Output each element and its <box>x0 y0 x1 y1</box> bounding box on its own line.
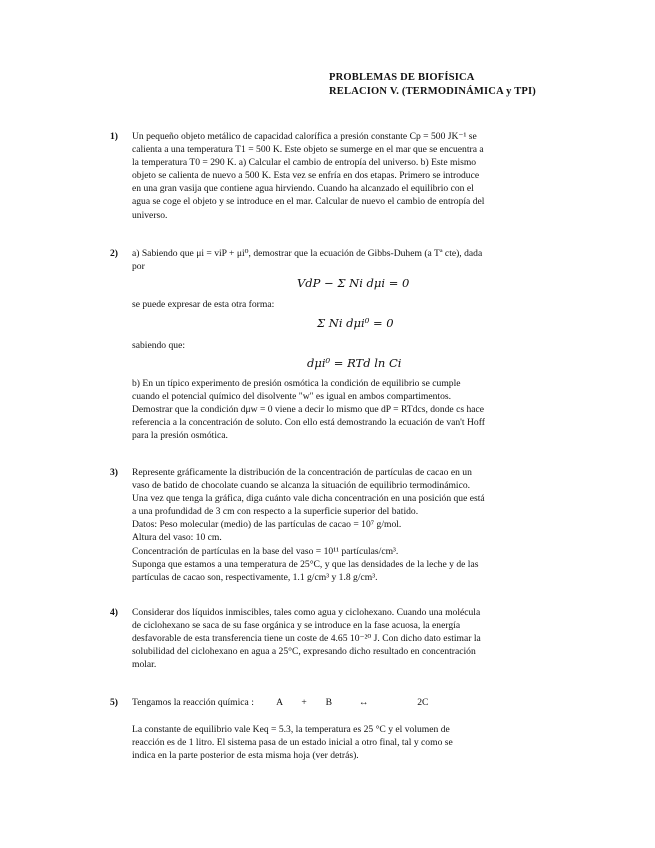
problem-line: cuando el potencial químico del disolvente "w" es igual en ambos compartimentos. <box>132 391 452 403</box>
reaction-label: Tengamos la reacción química : <box>132 697 254 708</box>
product-c: 2C <box>417 697 429 708</box>
problem-line: Represente gráficamente la distribución de la concentración de partículas de cacao en un <box>132 467 472 478</box>
reactant-a: A <box>276 697 283 708</box>
problem-1 <box>110 130 550 222</box>
problem-line: referencia a la concentración de soluto. Con ello está demostrando la ecuación de van't Hoff <box>132 417 485 429</box>
problem-line: objeto se calienta de nuevo a 500 K. Esta vez se enfría en dos etapas. Primero se introduce <box>132 170 480 182</box>
problem-2 <box>110 247 550 447</box>
problem-line: reacción es de 1 litro. El sistema pasa de un estado inicial a otro final, tal y como se <box>132 737 453 749</box>
document-subtitle: RELACION V. (TERMODINÁMICA y TPI) <box>329 86 536 97</box>
problem-4 <box>110 606 550 671</box>
problem-line: Datos: Peso molecular (medio) de las partículas de cacao = 10⁷ g/mol. <box>132 519 402 531</box>
problem-line: agua se coge el objeto y se introduce en el mar. Calcular de nuevo el cambio de entropía del <box>132 196 485 208</box>
problem-line: partículas de cacao son, respectivamente, 1.1 g/cm³ y 1.8 g/cm³. <box>132 571 378 583</box>
standard-potential-equation: Σ Ni dμi⁰ = 0 <box>317 316 394 330</box>
problem-number: 1) <box>110 131 118 142</box>
problem-line: para la presión osmótica. <box>132 430 228 442</box>
problem-3 <box>110 466 550 584</box>
problem-line: desfavorable de esta transferencia tiene un coste de 4.65 10⁻²⁰ J. Con dicho dato estimar la <box>132 633 481 645</box>
gibbs-duhem-equation: VdP − Σ Ni dμi = 0 <box>297 276 410 290</box>
problem-line: a) Sabiendo que μi = viP + μi⁰, demostrar que la ecuación de Gibbs-Duhem (a Tª cte), dada <box>132 248 483 259</box>
problem-line: solubilidad del ciclohexano en agua a 25°C, expresando dicho resultado en concentración <box>132 646 476 658</box>
problem-line: Un pequeño objeto metálico de capacidad calorífica a presión constante Cp = 500 JK⁻¹ se <box>132 131 477 142</box>
problem-number: 4) <box>110 607 118 618</box>
problem-line: por <box>132 261 145 273</box>
reactant-b: B <box>325 697 333 708</box>
problem-number: 2) <box>110 248 118 259</box>
problem-line: indica en la parte posterior de esta misma hoja (ver detrás). <box>132 750 359 762</box>
chemical-potential-equation: dμi⁰ = RTd ln Ci <box>307 356 402 370</box>
problem-line: Altura del vaso: 10 cm. <box>132 532 222 544</box>
problem-line: calienta a una temperatura T1 = 500 K. Este objeto se sumerge en el mar que se encuentra a <box>132 144 484 156</box>
problem-line: universo. <box>132 209 168 221</box>
problem-line: molar. <box>132 659 157 671</box>
problem-line: se puede expresar de esta otra forma: <box>132 299 275 310</box>
problem-5 <box>110 696 550 762</box>
equilibrium-arrow-icon: ↔ <box>358 697 369 708</box>
problem-line: Concentración de partículas en la base del vaso = 10¹¹ partículas/cm³. <box>132 545 399 557</box>
problem-line: sabiendo que: <box>132 340 186 351</box>
problem-line: Suponga que estamos a una temperatura de 25°C, y que las densidades de la leche y de las <box>132 558 479 570</box>
document-header <box>329 71 536 99</box>
problem-line: Demostrar que la condición dμw = 0 viene a decir lo mismo que dP = RTdcs, donde cs hace <box>132 404 485 416</box>
problem-number: 3) <box>110 467 118 478</box>
problem-line: Considerar dos líquidos inmiscibles, tales como agua y ciclohexano. Cuando una molécula <box>132 607 481 618</box>
problem-number: 5) <box>110 697 118 708</box>
document-title: PROBLEMAS DE BIOFÍSICA <box>329 72 475 83</box>
problem-line: Una vez que tenga la gráfica, diga cuánto vale dicha concentración en una posición que está <box>132 493 485 505</box>
problem-line: vaso de batido de chocolate cuando se alcanza la situación de equilibrio termodinámico. <box>132 480 471 492</box>
problem-line: de ciclohexano se saca de su fase orgánica y se introduce en la fase acuosa, la energía <box>132 620 461 632</box>
plus-sign: + <box>301 697 307 708</box>
problem-line: a una profundidad de 3 cm con respecto a la superficie superior del batido. <box>132 506 419 518</box>
problem-line: b) En un típico experimento de presión osmótica la condición de equilibrio se cumple <box>132 378 461 389</box>
problem-line: La constante de equilibrio vale Keq = 5.3, la temperatura es 25 °C y el volumen de <box>132 724 450 736</box>
reaction-line <box>132 696 550 709</box>
problem-line: en una gran vasija que contiene agua hirviendo. Cuando ha alcanzado el equilibrio con el <box>132 183 474 195</box>
problem-line: la temperatura T0 = 290 K. a) Calcular el cambio de entropía del universo. b) Este mismo <box>132 157 477 169</box>
